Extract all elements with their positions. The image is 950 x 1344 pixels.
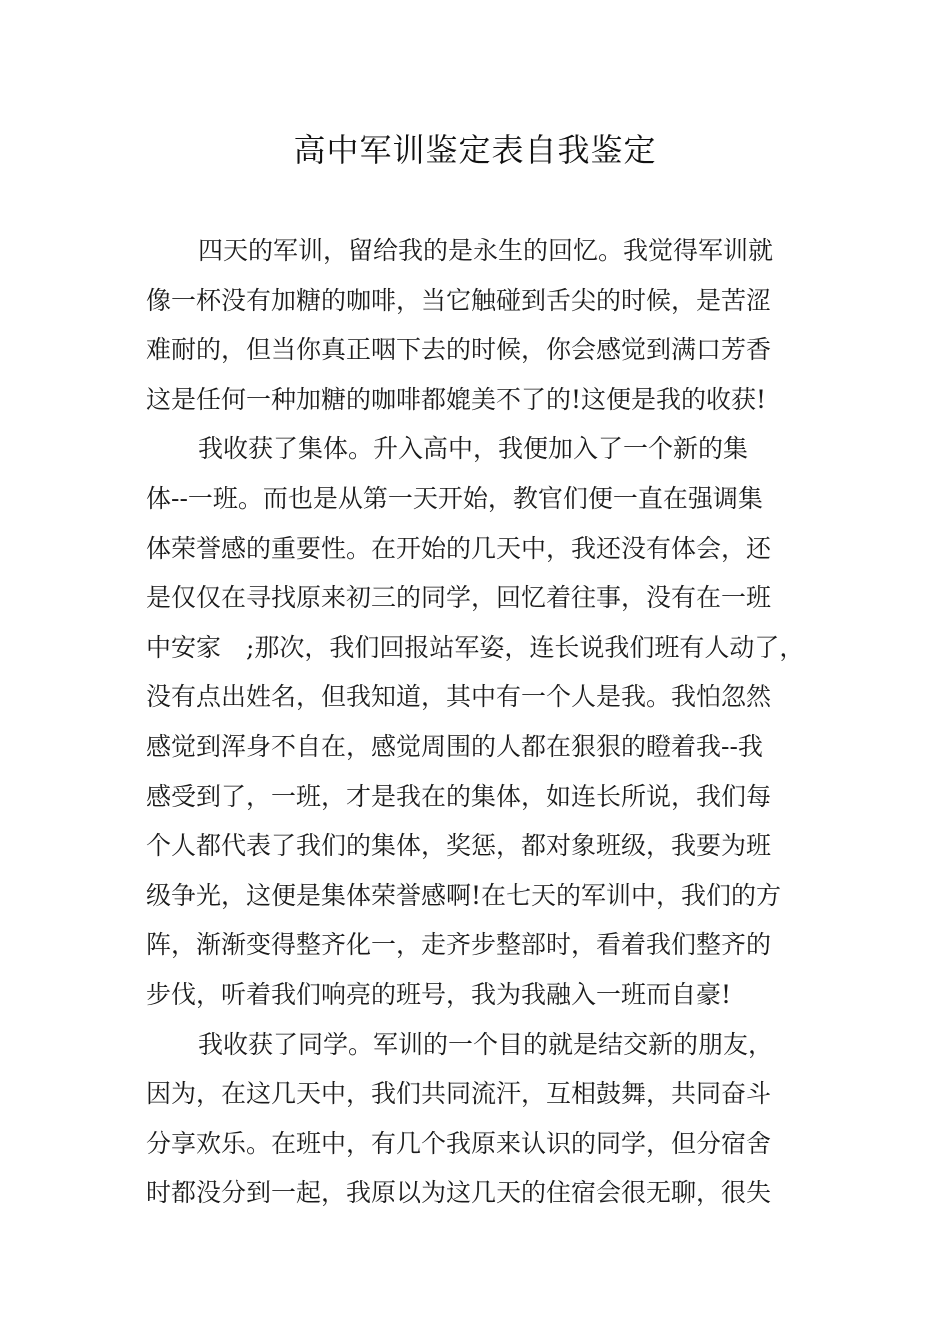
- text-line: 我收获了集体。升入高中，我便加入了一个新的集: [198, 434, 749, 464]
- text-line: 分享欢乐。在班中，有几个我原来认识的同学，但分宿舍: [146, 1128, 772, 1158]
- text-line: 级争光，这便是集体荣誉感啊!在七天的军训中，我们的方: [146, 880, 782, 910]
- text-line: 感觉到浑身不自在，感觉周围的人都在狠狠的瞪着我--我: [146, 731, 763, 761]
- text-line: 个人都代表了我们的集体，奖惩，都对象班级，我要为班: [146, 831, 772, 861]
- text-line: 像一杯没有加糖的咖啡，当它触碰到舌尖的时候，是苦涩: [146, 285, 772, 315]
- text-line: 我收获了同学。军训的一个目的就是结交新的朋友，: [198, 1029, 774, 1059]
- text-line: 感受到了，一班，才是我在的集体，如连长所说，我们每: [146, 781, 772, 811]
- text-line: 体--一班。而也是从第一天开始，教官们便一直在强调集: [146, 483, 763, 513]
- text-line: 难耐的，但当你真正咽下去的时候，你会感觉到满口芳香: [146, 335, 772, 365]
- text-line: 这是任何一种加糖的咖啡都媲美不了的!这便是我的收获!: [146, 384, 767, 414]
- text-line: 因为，在这几天中，我们共同流汗，互相鼓舞，共同奋斗: [146, 1079, 772, 1109]
- text-line: 中安家 ;那次，我们回报站军姿，连长说我们班有人动了，: [146, 632, 805, 662]
- text-line: 阵，渐渐变得整齐化一，走齐步整部时，看着我们整齐的: [146, 930, 772, 960]
- document-title: 高中军训鉴定表自我鉴定: [293, 131, 657, 169]
- text-line: 四天的军训，留给我的是永生的回忆。我觉得军训就: [198, 236, 774, 265]
- text-line: 是仅仅在寻找原来初三的同学，回忆着往事，没有在一班: [146, 583, 772, 613]
- text-line: 体荣誉感的重要性。在开始的几天中，我还没有体会，还: [146, 533, 772, 563]
- text-line: 步伐，听着我们响亮的班号，我为我融入一班而自豪!: [146, 979, 732, 1009]
- text-line: 时都没分到一起，我原以为这几天的住宿会很无聊，很失: [146, 1178, 772, 1208]
- text-line: 没有点出姓名，但我知道，其中有一个人是我。我怕忽然: [146, 682, 772, 712]
- document-body: [146, 226, 836, 1218]
